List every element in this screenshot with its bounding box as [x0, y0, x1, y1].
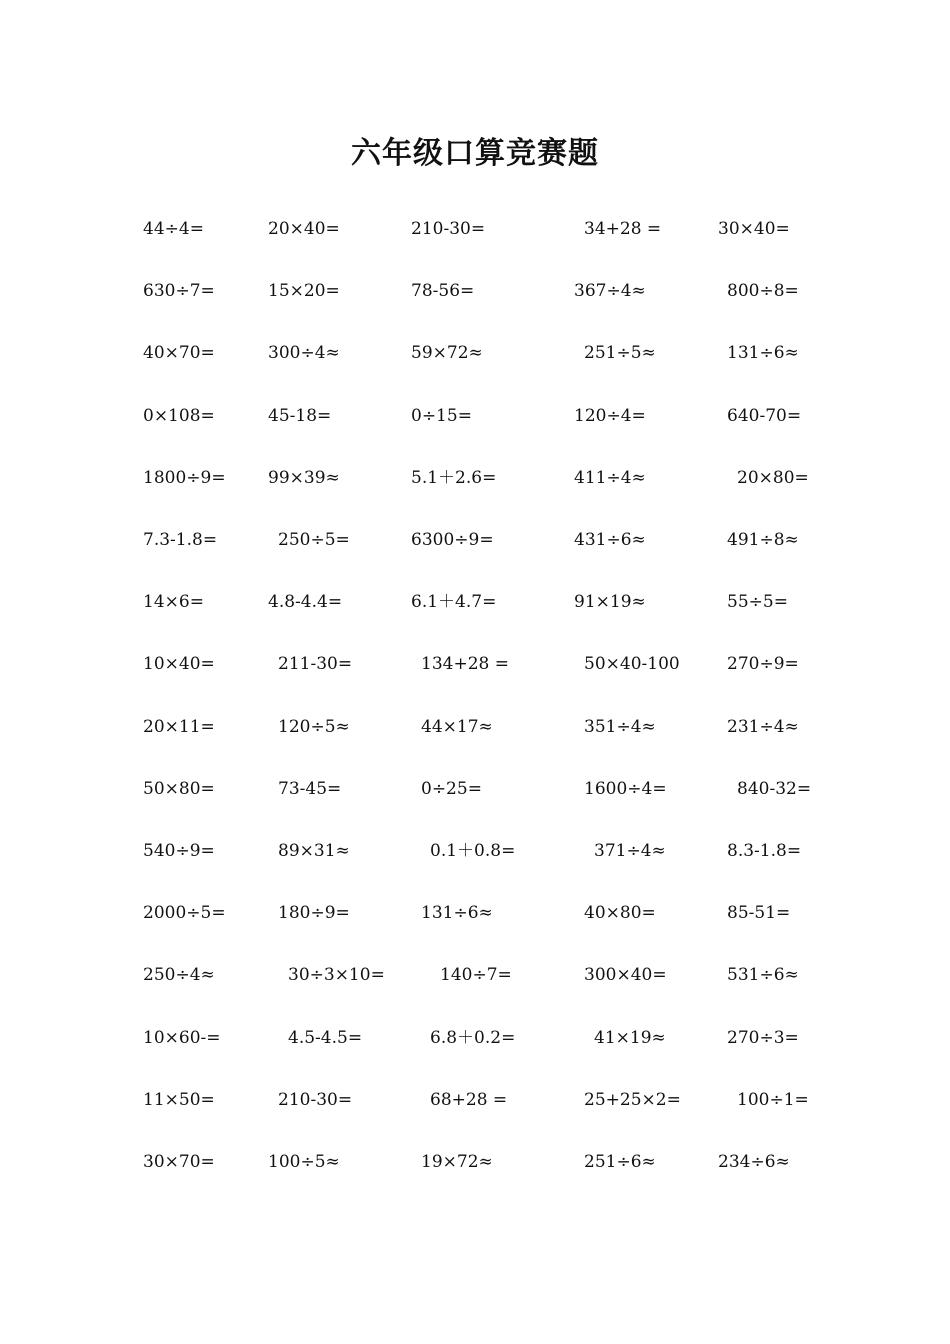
problem-item: 10×60-= — [143, 1027, 221, 1048]
problem-item: 20×11= — [143, 716, 215, 737]
problem-item: 44×17≈ — [421, 716, 493, 737]
problem-item: 2000÷5= — [143, 903, 226, 924]
problem-row — [0, 587, 950, 617]
page-title: 六年级口算竞赛题 — [351, 136, 599, 171]
problem-row — [0, 214, 950, 244]
problem-item: 300÷4≈ — [268, 343, 340, 364]
problem-item: 99×39≈ — [268, 467, 340, 488]
problem-item: 0÷15= — [411, 405, 472, 426]
problem-item: 73-45= — [278, 778, 342, 799]
problem-row — [0, 1023, 950, 1053]
problem-item: 300×40= — [584, 965, 667, 986]
problem-item: 15×20= — [268, 281, 340, 302]
problem-item: 250÷5= — [278, 530, 350, 550]
problem-item: 270÷3= — [727, 1027, 799, 1048]
problem-item: 231÷4≈ — [727, 716, 799, 737]
problem-item: 30×70= — [143, 1152, 215, 1172]
problem-item: 251÷5≈ — [584, 343, 656, 364]
problem-item: 8.3-1.8= — [727, 841, 802, 861]
problem-item: 211-30= — [278, 654, 353, 675]
problem-item: 40×70= — [143, 343, 215, 364]
problem-item: 131÷6≈ — [727, 343, 799, 364]
problem-item: 6300÷9= — [411, 530, 494, 550]
problem-row — [0, 712, 950, 742]
problem-item: 630÷7= — [143, 281, 215, 302]
problem-item: 5.1＋2.6= — [411, 467, 497, 488]
problem-item: 367÷4≈ — [574, 281, 646, 302]
problem-row — [0, 525, 950, 555]
problem-item: 540÷9= — [143, 841, 215, 861]
problem-item: 45-18= — [268, 405, 332, 426]
problem-item: 250÷4≈ — [143, 965, 215, 986]
problem-item: 131÷6≈ — [421, 903, 493, 924]
problem-item: 800÷8= — [727, 281, 799, 302]
problem-item: 20×80= — [737, 467, 809, 488]
problem-item: 1800÷9= — [143, 467, 226, 488]
problem-item: 6.8＋0.2= — [430, 1027, 516, 1048]
problem-item: 89×31≈ — [278, 841, 350, 861]
problem-item: 351÷4≈ — [584, 716, 656, 737]
problem-item: 251÷6≈ — [584, 1152, 656, 1172]
problem-item: 640-70= — [727, 405, 802, 426]
problem-item: 41×19≈ — [594, 1027, 666, 1048]
problem-item: 100÷1= — [737, 1089, 809, 1110]
problem-item: 120÷4= — [574, 405, 646, 426]
problem-item: 210-30= — [411, 219, 486, 239]
problem-item: 210-30= — [278, 1089, 353, 1110]
problem-item: 4.5-4.5= — [288, 1027, 363, 1048]
problem-item: 0.1＋0.8= — [430, 841, 516, 861]
problem-row — [0, 401, 950, 431]
problem-row — [0, 898, 950, 928]
problem-item: 4.8-4.4= — [268, 592, 343, 613]
problem-item: 11×50= — [143, 1089, 215, 1110]
problem-item: 371÷4≈ — [594, 841, 666, 861]
problem-item: 59×72≈ — [411, 343, 483, 364]
problem-item: 14×6= — [143, 592, 204, 613]
problem-item: 840-32= — [737, 778, 812, 799]
problem-item: 120÷5≈ — [278, 716, 350, 737]
problem-item: 68+28 = — [430, 1089, 508, 1110]
problem-row — [0, 836, 950, 866]
problem-item: 30÷3×10= — [288, 965, 385, 986]
problem-item: 78-56= — [411, 281, 475, 302]
problem-item: 25+25×2= — [584, 1089, 681, 1110]
problem-item: 431÷6≈ — [574, 530, 646, 550]
problem-item: 85-51= — [727, 903, 791, 924]
problem-item: 19×72≈ — [421, 1152, 493, 1172]
problem-row — [0, 1085, 950, 1115]
problem-item: 1600÷4= — [584, 778, 667, 799]
problem-row — [0, 276, 950, 306]
problem-item: 10×40= — [143, 654, 215, 675]
problem-item: 55÷5= — [727, 592, 788, 613]
problem-item: 531÷6≈ — [727, 965, 799, 986]
problem-row — [0, 338, 950, 368]
problem-item: 270÷9= — [727, 654, 799, 675]
problem-item: 20×40= — [268, 219, 340, 239]
problem-row — [0, 960, 950, 990]
problem-item: 44÷4= — [143, 219, 204, 239]
problem-row — [0, 649, 950, 679]
problem-item: 7.3-1.8= — [143, 530, 218, 550]
problem-item: 91×19≈ — [574, 592, 646, 613]
problem-item: 40×80= — [584, 903, 656, 924]
problem-item: 234÷6≈ — [718, 1152, 790, 1172]
problem-row — [0, 463, 950, 493]
problem-item: 50×40-100 — [584, 654, 680, 675]
problem-item: 411÷4≈ — [574, 467, 646, 488]
problem-item: 0×108= — [143, 405, 215, 426]
problem-item: 491÷8≈ — [727, 530, 799, 550]
problem-item: 30×40= — [718, 219, 790, 239]
problem-item: 0÷25= — [421, 778, 482, 799]
problem-item: 6.1＋4.7= — [411, 592, 497, 613]
problem-row — [0, 1147, 950, 1177]
problem-item: 50×80= — [143, 778, 215, 799]
problem-item: 134+28 = — [421, 654, 509, 675]
problem-item: 34+28 = — [584, 219, 662, 239]
problem-item: 100÷5≈ — [268, 1152, 340, 1172]
problem-item: 140÷7= — [440, 965, 512, 986]
problem-row — [0, 774, 950, 804]
problem-item: 180÷9= — [278, 903, 350, 924]
